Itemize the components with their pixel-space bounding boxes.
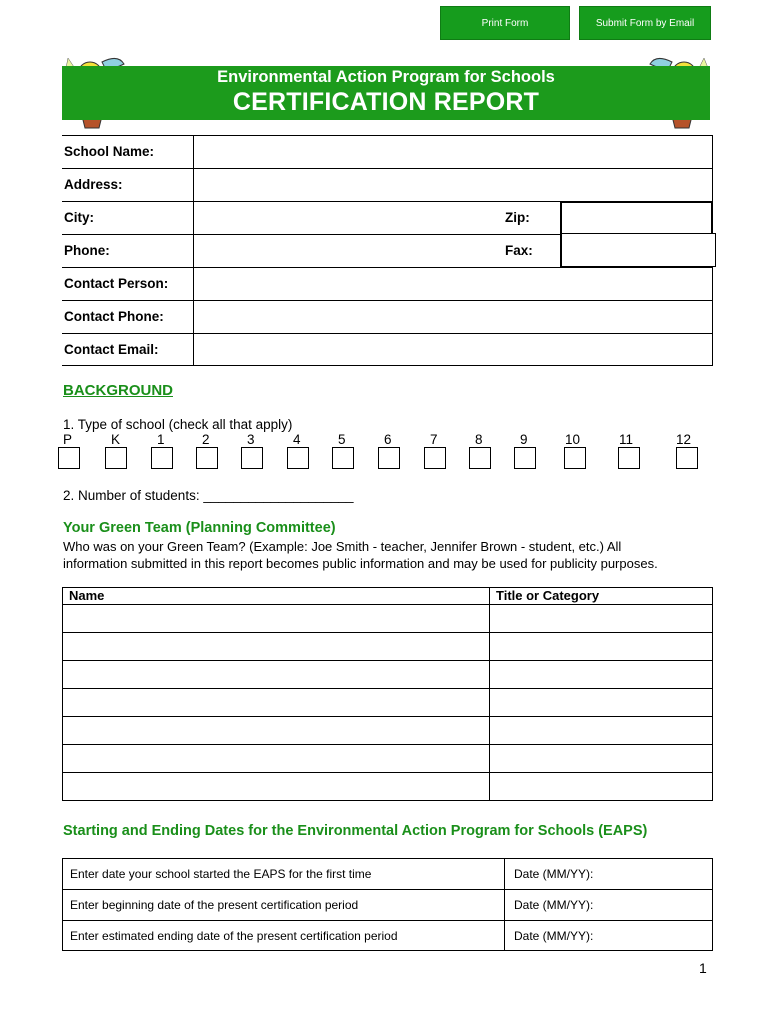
grade-checkbox-10[interactable] bbox=[564, 447, 586, 469]
table-row bbox=[63, 717, 713, 745]
fax-input[interactable] bbox=[561, 233, 716, 267]
period-begin-label: Enter beginning date of the present certification period bbox=[63, 890, 505, 921]
city-label: City: bbox=[64, 210, 94, 225]
name-input[interactable] bbox=[63, 773, 490, 801]
grade-label: 10 bbox=[565, 432, 581, 447]
contact-phone-input[interactable] bbox=[194, 301, 712, 333]
grade-label: 5 bbox=[338, 432, 346, 447]
grade-checkbox-11[interactable] bbox=[618, 447, 640, 469]
phone-input[interactable] bbox=[194, 235, 484, 267]
title-input[interactable] bbox=[490, 661, 713, 689]
name-input[interactable] bbox=[63, 605, 490, 633]
table-row bbox=[63, 633, 713, 661]
table-row bbox=[63, 859, 713, 890]
title-column-header: Title or Category bbox=[490, 588, 713, 605]
grade-checkbox-7[interactable] bbox=[424, 447, 446, 469]
period-begin-date-input[interactable]: Date (MM/YY): bbox=[505, 890, 713, 921]
contact-email-input[interactable] bbox=[194, 334, 712, 365]
grade-checkbox-p[interactable] bbox=[58, 447, 80, 469]
grade-label: 8 bbox=[475, 432, 483, 447]
grade-label: 12 bbox=[676, 432, 692, 447]
zip-input[interactable] bbox=[561, 202, 712, 234]
table-row bbox=[63, 661, 713, 689]
table-row bbox=[63, 605, 713, 633]
program-subtitle: Environmental Action Program for Schools bbox=[217, 68, 555, 86]
title-input[interactable] bbox=[490, 745, 713, 773]
table-row bbox=[63, 921, 713, 951]
name-input[interactable] bbox=[63, 661, 490, 689]
title-input[interactable] bbox=[490, 633, 713, 661]
grade-checkbox-3[interactable] bbox=[241, 447, 263, 469]
contact-email-label: Contact Email: bbox=[64, 342, 159, 357]
green-team-description-line1: Who was on your Green Team? (Example: Joe Smith - teacher, Jennifer Brown - student, etc.) All bbox=[63, 539, 622, 554]
contact-person-label: Contact Person: bbox=[64, 276, 169, 291]
school-name-input[interactable] bbox=[194, 136, 712, 168]
eaps-dates-heading: Starting and Ending Dates for the Environmental Action Program for Schools (EAPS) bbox=[63, 823, 648, 839]
grade-checkbox-4[interactable] bbox=[287, 447, 309, 469]
name-input[interactable] bbox=[63, 745, 490, 773]
grade-label: 9 bbox=[520, 432, 528, 447]
grade-checkbox-2[interactable] bbox=[196, 447, 218, 469]
eaps-start-label: Enter date your school started the EAPS for the first time bbox=[63, 859, 505, 890]
fax-label: Fax: bbox=[505, 243, 533, 258]
green-team-description-line2: information submitted in this report becomes public information and may be used for publicity purposes. bbox=[63, 556, 658, 571]
table-row bbox=[63, 689, 713, 717]
eaps-dates-table bbox=[62, 858, 713, 951]
name-column-header: Name bbox=[63, 588, 490, 605]
title-input[interactable] bbox=[490, 773, 713, 801]
grade-checkbox-8[interactable] bbox=[469, 447, 491, 469]
grade-checkbox-6[interactable] bbox=[378, 447, 400, 469]
background-heading: BACKGROUND bbox=[63, 382, 173, 399]
grade-label: 1 bbox=[157, 432, 165, 447]
table-row bbox=[63, 745, 713, 773]
title-input[interactable] bbox=[490, 605, 713, 633]
city-input[interactable] bbox=[194, 202, 484, 234]
grade-label: 2 bbox=[202, 432, 210, 447]
zip-label: Zip: bbox=[505, 210, 530, 225]
grade-label: 3 bbox=[247, 432, 255, 447]
title-input[interactable] bbox=[490, 689, 713, 717]
grade-label: 4 bbox=[293, 432, 301, 447]
table-row bbox=[63, 890, 713, 921]
school-type-question: 1. Type of school (check all that apply) bbox=[63, 417, 293, 432]
address-input[interactable] bbox=[194, 169, 712, 201]
contact-person-input[interactable] bbox=[194, 268, 712, 300]
table-row bbox=[63, 773, 713, 801]
grade-checkbox-12[interactable] bbox=[676, 447, 698, 469]
name-input[interactable] bbox=[63, 689, 490, 717]
address-label: Address: bbox=[64, 177, 123, 192]
green-team-heading: Your Green Team (Planning Committee) bbox=[63, 520, 336, 536]
school-name-label: School Name: bbox=[64, 144, 155, 159]
report-title: CERTIFICATION REPORT bbox=[232, 88, 540, 116]
grade-checkbox-1[interactable] bbox=[151, 447, 173, 469]
green-team-table bbox=[62, 587, 713, 801]
submit-form-button[interactable]: Submit Form by Email bbox=[579, 6, 711, 40]
title-banner bbox=[62, 66, 710, 120]
title-input[interactable] bbox=[490, 717, 713, 745]
grade-checkbox-k[interactable] bbox=[105, 447, 127, 469]
contact-phone-label: Contact Phone: bbox=[64, 309, 164, 324]
grade-checkbox-9[interactable] bbox=[514, 447, 536, 469]
period-end-label: Enter estimated ending date of the present certification period bbox=[63, 921, 505, 951]
grade-label: K bbox=[111, 432, 121, 447]
page-number: 1 bbox=[699, 960, 707, 976]
name-input[interactable] bbox=[63, 633, 490, 661]
eaps-start-date-input[interactable]: Date (MM/YY): bbox=[505, 859, 713, 890]
print-form-button[interactable]: Print Form bbox=[440, 6, 570, 40]
grade-label: P bbox=[63, 432, 73, 447]
grade-label: 6 bbox=[384, 432, 392, 447]
name-input[interactable] bbox=[63, 717, 490, 745]
phone-label: Phone: bbox=[64, 243, 110, 258]
student-count-question: 2. Number of students: ____________________ bbox=[63, 488, 354, 503]
period-end-date-input[interactable]: Date (MM/YY): bbox=[505, 921, 713, 951]
grade-label: 11 bbox=[619, 432, 634, 447]
grade-label: 7 bbox=[430, 432, 438, 447]
grade-checkbox-5[interactable] bbox=[332, 447, 354, 469]
